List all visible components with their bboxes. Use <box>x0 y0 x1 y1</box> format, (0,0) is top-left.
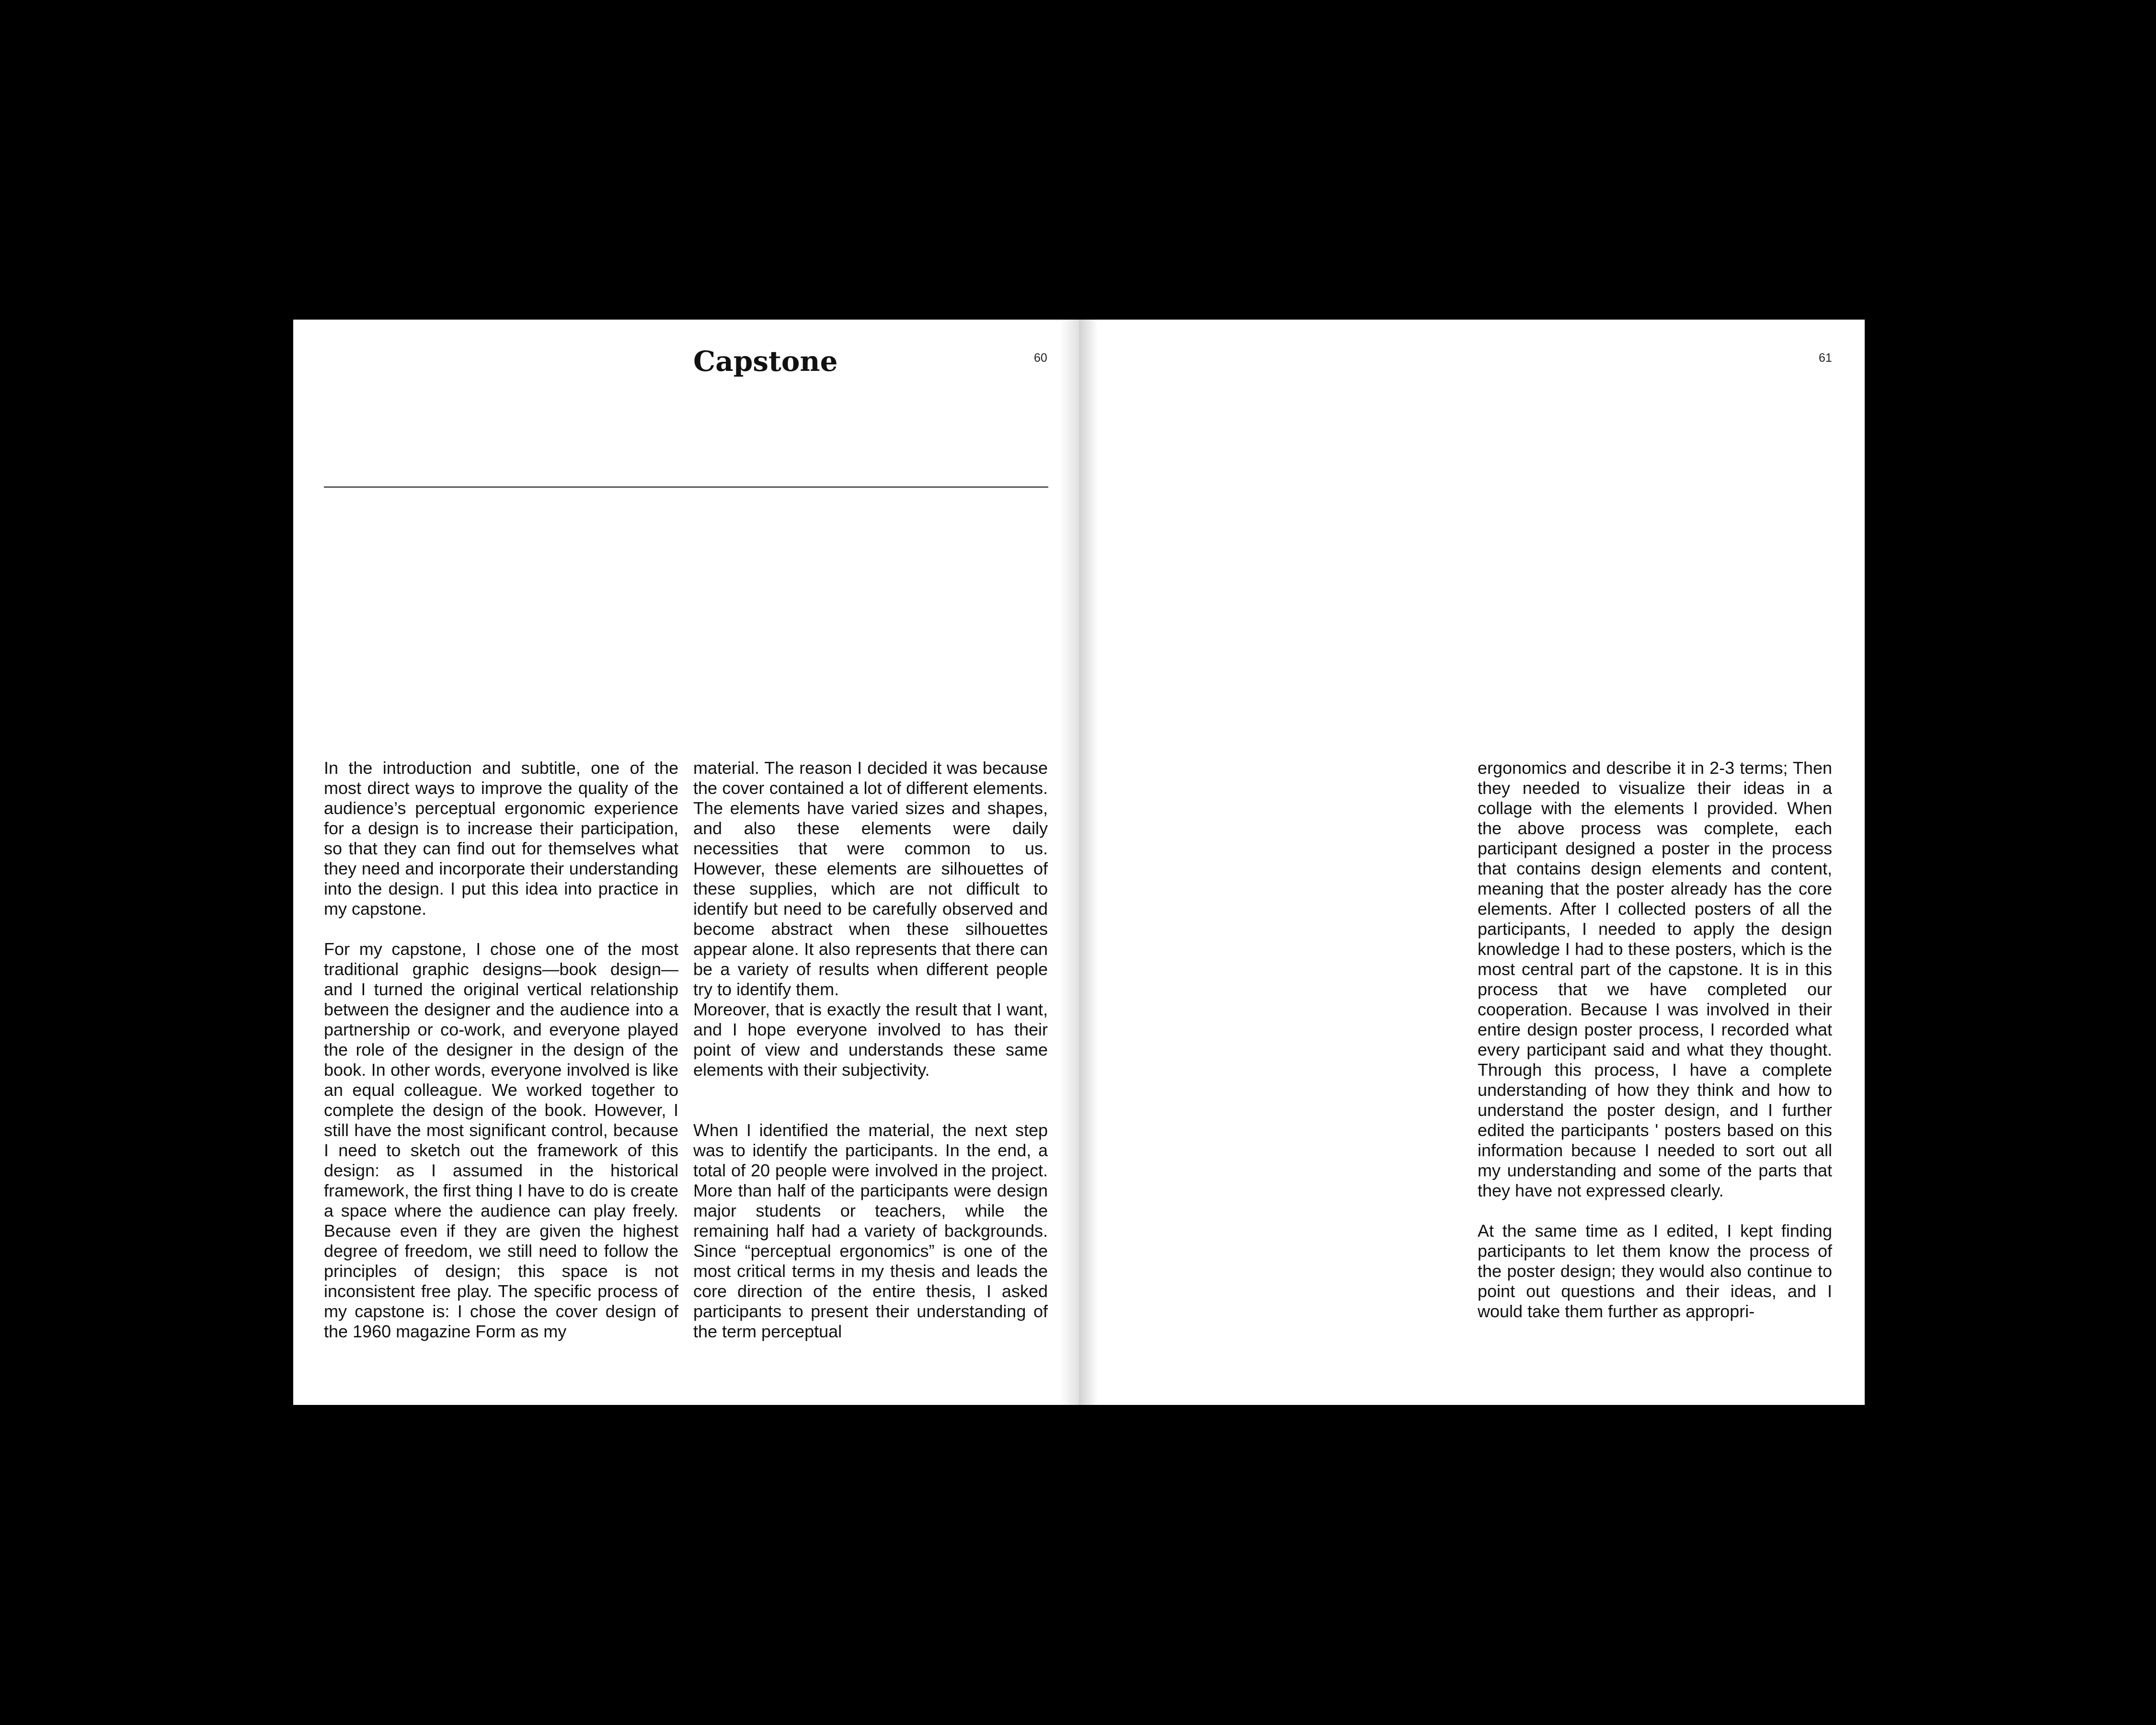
paragraph: ergonomics and describe it in 2-3 terms; Then they needed to visualize their ideas in a collage with the elements I provided. When the above process was complete, each participant designed a poster in the process that contains design elements and content, meaning that the poster already has the core elements. After I collected posters of all the participants, I needed to apply the design knowledge I had to these posters, which is the most central part of the capstone. It is in this process that we have completed our cooperation. Because I was involved in their entire design poster process, I recorded what every participant said and what they thought. Through this process, I have a complete understanding of how they think and how to understand the poster design, and I further edited the participants ' posters based on this information because I needed to sort out all my understanding and some of the parts that they have not expressed clearly. <box>1478 758 1832 1200</box>
paragraph: When I identified the material, the next step was to identify the participants. In the end, a total of 20 people were involved in the project. More than half of the participants were design major students or teachers, while the remaining half had a variety of backgrounds. Since “perceptual ergonomics” is one of the most critical terms in my thesis and leads the core direction of the entire thesis, I asked participants to present their understanding of the term perceptual <box>693 1120 1048 1341</box>
paragraph: In the introduction and subtitle, one of the most direct ways to improve the quality of the audience’s perceptual ergonomic experience for a design is to increase their participation, so that they can find out for themselves what they need and incorporate their understanding into the design. I put this idea into practice in my capstone. <box>324 758 678 919</box>
page-number-right: 61 <box>1819 351 1832 365</box>
paragraph: For my capstone, I chose one of the most traditional graphic designs—book design—and I turned the original vertical relationship between the designer and the audience into a partnership or co-work, and everyone played the role of the designer in the design of the book. In other words, everyone involved is like an equal colleague. We worked together to complete the design of the book. However, I still have the most significant control, because I need to sketch out the framework of this design: as I assumed in the historical framework, the first thing I have to do is create a space where the audience can play freely. Because even if they are given the highest degree of freedom, we still need to follow the principles of design; this space is not inconsistent free play. The specific process of my capstone is: I chose the cover design of the 1960 magazine Form as my <box>324 939 678 1341</box>
text-column-3 <box>1478 758 1832 1322</box>
page-title: Capstone <box>693 345 838 378</box>
paragraph: material. The reason I decided it was because the cover contained a lot of different elements. The elements have varied sizes and shapes, and also these elements were daily necessities that were common to us. However, these elements are silhouettes of these supplies, which are not difficult to identify but need to be carefully observed and become abstract when these silhouettes appear alone. It also represents that there can be a variety of results when different people try to identify them. <box>693 758 1048 999</box>
left-page <box>293 320 1079 1405</box>
text-column-2 <box>693 758 1048 1342</box>
paragraph: At the same time as I edited, I kept finding participants to let them know the process of the poster design; they would also continue to point out questions and their ideas, and I would take them further as appropri- <box>1478 1221 1832 1321</box>
paragraph: Moreover, that is exactly the result that I want, and I hope everyone involved to has their point of view and understands these same elements with their subjectivity. <box>693 1000 1048 1080</box>
page-number-left: 60 <box>1034 351 1047 365</box>
gutter-shadow <box>1060 320 1079 1405</box>
horizontal-rule <box>324 486 1048 488</box>
right-page <box>1079 320 1865 1405</box>
gutter-shadow <box>1079 320 1098 1405</box>
text-column-1 <box>324 758 678 1342</box>
